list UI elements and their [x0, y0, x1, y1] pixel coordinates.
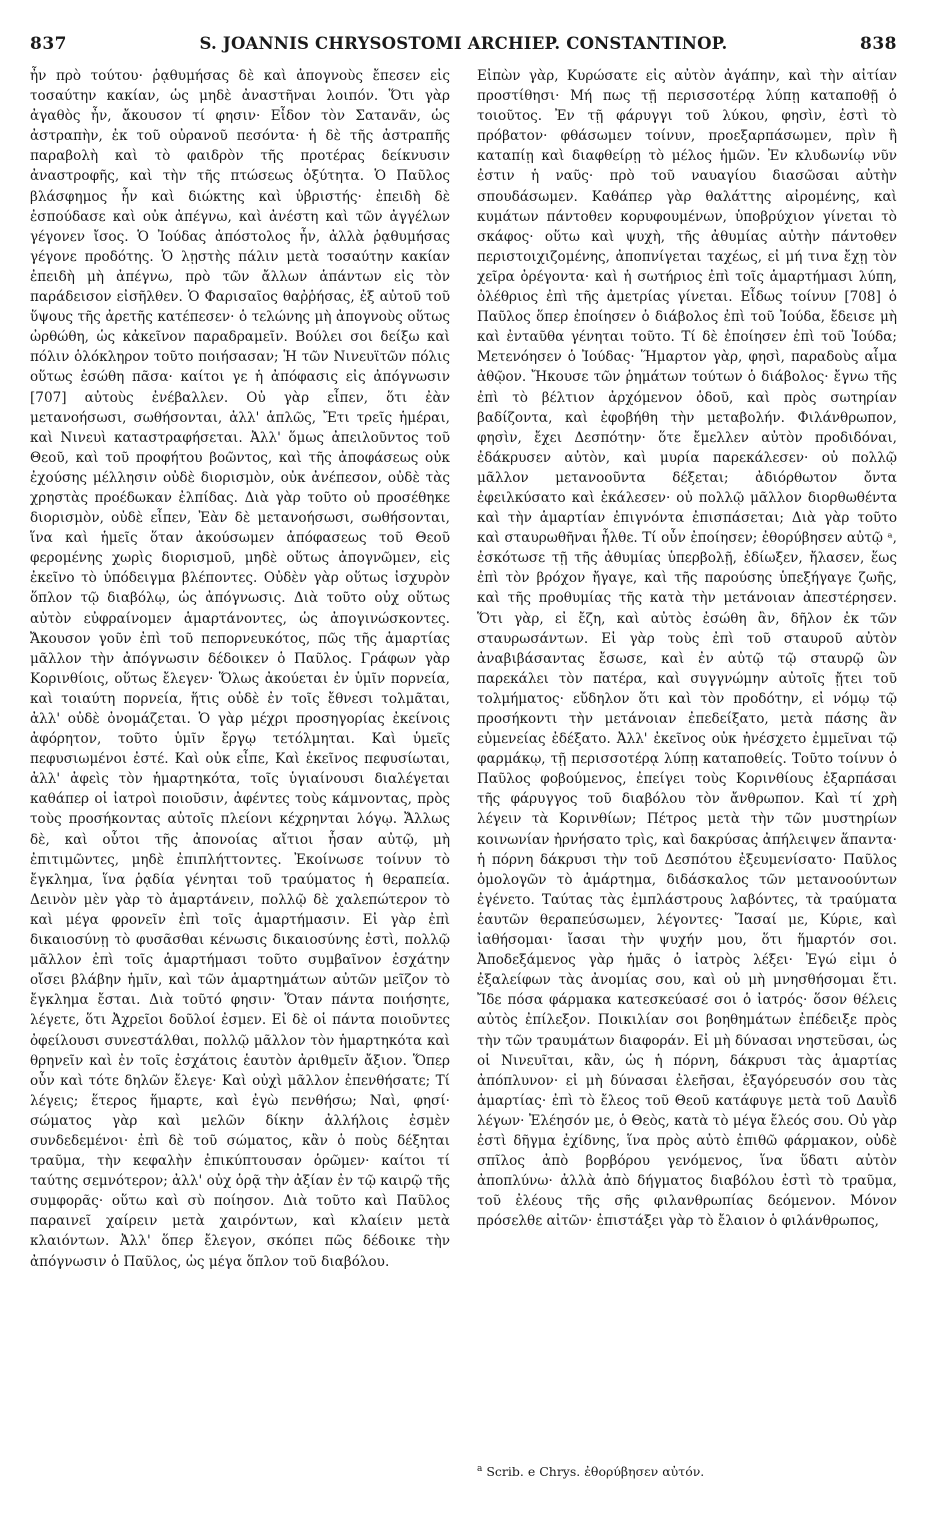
left-column-text: ἦν πρὸ τούτου· ῥᾳθυμήσας δὲ καὶ ἀπογνοὺς ἔπεσεν εἰς τοσαύτην κακίαν, ὡς μηδὲ ἀναστῆναι λοιπόν. Ὅτι γὰρ ἀγαθὸς ἦν, ἄκουσον τί φησιν· Εἶδον τὸν Σατανᾶν, ὡς ἀστραπὴν, ἐκ τοῦ οὐρανοῦ πεσόντα· ἡ δὲ τῆς ἀστραπῆς παραβολὴ καὶ τὸ φαιδρὸν τῆς προτέρας δείκνυσιν ἀναστροφῆς, καὶ τὴν τῆς πτώσεως ὀξύτητα. Ὁ Παῦλος βλάσφημος ἦν καὶ διώκτης καὶ ὑβριστής· ἐπειδὴ δὲ ἐσπούδασε καὶ οὐκ ἀπέγνω, καὶ ἀνέστη καὶ τῶν ἀγγέλων γέγονεν ἴσος. Ὁ Ἰούδας ἀπόστολος ἦν, ἀλλὰ ῥᾳθυμήσας γέγονε προδότης. Ὁ λῃστὴς πάλιν μετὰ τοσαύτην κακίαν ἐπειδὴ μὴ ἀπέγνω, πρὸ τῶν ἄλλων ἁπάντων εἰς τὸν παράδεισον εἰσῆλθεν. Ὁ Φαρισαῖος θαῤῥήσας, ἐξ αὐτοῦ τοῦ ὕψους τῆς ἀρετῆς κατέπεσεν· ὁ τελώνης μὴ ἀπογνοὺς οὕτως ὠρθώθη, ὡς κἀκεῖνον παραδραμεῖν. Βούλει σοι δείξω καὶ πόλιν ὁλόκληρον τοῦτο ποιήσασαν; Ἡ τῶν Νινευϊτῶν πόλις οὕτως ἐσώθη πᾶσα· καίτοι γε ἡ ἀπόφασις εἰς ἀπόγνωσιν [707] αὐτοὺς ἐνέβαλλεν. Οὐ γὰρ εἶπεν, ὅτι ἐὰν μετανοήσωσι, σωθήσονται, ἀλλ' ἁπλῶς, Ἔτι τρεῖς ἡμέραι, καὶ Νινευὶ καταστραφήσεται. Ἀλλ' ὅμως ἀπειλοῦντος τοῦ Θεοῦ, καὶ τοῦ προφήτου βοῶντος, καὶ τῆς ἀποφάσεως οὐκ ἐχούσης μέλλησιν οὐδὲ διορισμὸν, οὐκ ἀνέπεσον, οὐδὲ τὰς χρηστὰς προέδωκαν ἐλπίδας. Διὰ γὰρ τοῦτο οὐ προσέθηκε διορισμὸν, οὐδὲ εἶπεν, Ἐὰν δὲ μετανοήσωσι, σωθήσονται, ἵνα καὶ ἡμεῖς ὅταν ἀκούσωμεν ἀπόφασεως τοῦ Θεοῦ φερομένης χωρὶς διορισμοῦ, μηδὲ οὕτως ἀπογνῶμεν, εἰς ἐκεῖνο τὸ ὑπόδειγμα βλέποντες. Οὐδὲν γὰρ οὕτως ἰσχυρὸν ὅπλον τῷ διαβόλῳ, ὡς ἀπόγνωσις. Διὰ τοῦτο οὐχ οὕτως αὐτὸν εὐφραίνομεν ἁμαρτάνοντες, ὡς ἀπογινώσκοντες. Ἄκουσον γοῦν ἐπὶ τοῦ πεπορνευκότος, πῶς τῆς ἁμαρτίας μᾶλλον τὴν ἀπόγνωσιν δέδοικεν ὁ Παῦλος. Γράφων γὰρ Κορινθίοις, οὕτως ἔλεγεν· Ὅλως ἀκούεται ἐν ὑμῖν πορνεία, καὶ τοιαύτη πορνεία, ἥτις οὐδὲ ἐν τοῖς ἔθνεσι τολμᾶται, ἀλλ' οὐδὲ ὀνομάζεται. Ὁ γὰρ μέχρι προσηγορίας ἐκείνοις ἀφόρητον, τοῦτο ὑμῖν ἔργῳ τετόλμηται. Καὶ ὑμεῖς πεφυσιωμένοι ἐστέ. Καὶ οὐκ εἶπε, Καὶ ἐκεῖνος πεφυσίωται, ἀλλ' ἀφεὶς τὸν ἡμαρτηκότα, τοῖς ὑγιαίνουσι διαλέγεται καθάπερ οἱ ἰατροὶ ποιοῦσιν, ἀφέντες τοὺς κάμνοντας, πρὸς τοὺς προσήκοντας αὐτοῖς πλείονι κέχρηνται λόγῳ. Ἄλλως δὲ, καὶ οὗτοι τῆς ἀπονοίας αἴτιοι ἦσαν αὐτῷ, μὴ ἐπιτιμῶντες, μηδὲ ἐπιπλήττοντες. Ἐκοίνωσε τοίνυν τὸ ἔγκλημα, ἵνα ῥᾳδία γένηται τοῦ τραύματος ἡ θεραπεία. Δεινὸν μὲν γὰρ τὸ ἁμαρτάνειν, πολλῷ δὲ χαλεπώτερον τὸ καὶ μέγα φρονεῖν ἐπὶ τοῖς ἁμαρτήμασιν. Εἰ γὰρ ἐπὶ δικαιοσύνῃ τὸ φυσᾶσθαι κένωσις δικαιοσύνης ἐστὶ, πολλῷ μᾶλλον ἐπὶ τοῖς ἁμαρτήμασι τοῦτο συμβαῖνον ἐσχάτην οἴσει βλάβην ἡμῖν, καὶ τῶν ἁμαρτημάτων αὐτῶν μεῖζον τὸ ἔγκλημα ἔσται. Διὰ τοῦτό φησιν· Ὅταν πάντα ποιήσητε, λέγετε, ὅτι Ἀχρεῖοι δοῦλοί ἐσμεν. Εἰ δὲ οἱ πάντα ποιοῦντες ὀφείλουσι συνεστάλθαι, πολλῷ μᾶλλον τὸν ἡμαρτηκότα καὶ θρηνεῖν καὶ ἐν τοῖς ἐσχάτοις ἑαυτὸν ἀριθμεῖν ἄξιον. Ὅπερ οὖν καὶ τότε δηλῶν ἔλεγε· Καὶ οὐχὶ μᾶλλον ἐπενθήσατε; Τί λέγεις; ἕτερος ἥμαρτε, καὶ ἐγὼ πενθήσω; Ναὶ, φησί· σώματος γὰρ καὶ μελῶν δίκην ἀλλήλοις ἐσμὲν συνδεδεμένοι· ἐπὶ δὲ τοῦ σώματος, κἂν ὁ ποὺς δέξηται τραῦμα, τὴν κεφαλὴν ἐπικύπτουσαν ὁρῶμεν· καίτοι τί ταύτης σεμνότερον; ἀλλ' οὐχ ὁρᾷ τὴν ἀξίαν ἐν τῷ καιρῷ τῆς συμφορᾶς· οὕτω καὶ σὺ ποίησον. Διὰ τοῦτο καὶ Παῦλος παραινεῖ χαίρειν μετὰ χαιρόντων, καὶ κλαίειν μετὰ κλαιόντων. Ἀλλ' ὅπερ ἔλεγον, σκόπει πῶς δέδοικε τὴν ἀπόγνωσιν ὁ Παῦλος, ὡς μέγα ὅπλον τοῦ διαβόλου. [30, 68, 450, 1270]
footnote-text: Scrib. e Chrys. ἐθορύβησεν αὐτόν. [486, 1464, 705, 1480]
footnote-marker: a [477, 1464, 483, 1474]
running-title: S. JOANNIS CHRYSOSTOMI ARCHIEP. CONSTANTINOP. [199, 34, 728, 53]
running-header [30, 34, 897, 64]
right-column [477, 66, 897, 1231]
footnote [477, 1464, 897, 1479]
page-number-right: 838 [860, 34, 897, 54]
right-column-text: Εἰπὼν γὰρ, Κυρώσατε εἰς αὐτὸν ἀγάπην, καὶ τὴν αἰτίαν προστίθησι· Μή πως τῇ περισσοτέρᾳ λύπῃ καταποθῇ ὁ τοιοῦτος. Ἐν τῇ φάρυγγι τοῦ λύκου, φησὶν, ἐστὶ τὸ πρόβατον· φθάσωμεν τοίνυν, προεξαρπάσωμεν, πρὶν ἢ καταπίῃ καὶ διαφθείρῃ τὸ μέλος ἡμῶν. Ἐν κλυδωνίῳ νῦν ἐστιν ἡ ναῦς· πρὸ τοῦ ναυαγίου διασῶσαι αὐτὴν σπουδάσωμεν. Καθάπερ γὰρ θαλάττης αἰρομένης, καὶ κυμάτων πάντοθεν κορυφουμένων, ὑποβρύχιον γίνεται τὸ σκάφος· οὕτω καὶ ψυχὴ, τῆς ἀθυμίας αὐτὴν πάντοθεν περιστοιχιζομένης, ἀποπνίγεται ταχέως, εἰ μή τινα ἔχῃ τὸν χεῖρα ὀρέγοντα· καὶ ἡ σωτήριος ἐπὶ τοῖς ἁμαρτήμασι λύπη, ὀλέθριος ἐπὶ τῆς ἀμετρίας γίνεται. Εἶδως τοίνυν [708] ὁ Παῦλος ὅπερ ἐποίησεν ὁ διάβολος ἐπὶ τοῦ Ἰούδα, ἔδεισε μὴ καὶ ἐνταῦθα γένηται τοῦτο. Τί δὲ ἐποίησεν ἐπὶ τοῦ Ἰούδα; Μετενόησεν ὁ Ἰούδας· Ἥμαρτον γὰρ, φησὶ, παραδοὺς αἷμα ἀθῷον. Ἤκουσε τῶν ῥημάτων τούτων ὁ διάβολος· ἔγνω τῆς ἐπὶ τὸ βέλτιον ἀρχόμενον ὁδοῦ, καὶ πρὸς σωτηρίαν βαδίζοντα, καὶ ἐφοβήθη τὴν μεταβολήν. Φιλάνθρωπον, φησὶν, ἔχει Δεσπότην· ὅτε ἔμελλεν αὐτὸν προδιδόναι, ἐδάκρυσεν αὐτὸν, καὶ μυρία παρεκάλεσεν· οὐ πολλῷ μᾶλλον μετανοοῦντα δέξεται; ἀδιόρθωτον ὄντα ἐφειλκύσατο καὶ ἐκάλεσεν· οὐ πολλῷ μᾶλλον διορθωθέντα καὶ τὴν ἁμαρτίαν ἐπιγνόντα ἐπισπάσεται; Διὰ γὰρ τοῦτο καὶ σταυρωθῆναι ἦλθε. Τί οὖν ἐποίησεν; ἐθορύβησεν αὐτῷ ᵃ, ἐσκότωσε τῇ τῆς ἀθυμίας ὑπερβολῇ, ἐδίωξεν, ἤλασεν, ἕως ἐπὶ τὸν βρόχον ἤγαγε, καὶ τῆς παρούσης ὑπεξήγαγε ζωῆς, καὶ τῆς προθυμίας τῆς κατὰ τὴν μετάνοιαν ἀπεστέρησεν. Ὅτι γὰρ, εἰ ἔζη, καὶ αὐτὸς ἐσώθη ἂν, δῆλον ἐκ τῶν σταυρωσάντων. Εἰ γὰρ τοὺς ἐπὶ τοῦ σταυροῦ αὐτὸν ἀναβιβάσαντας ἔσωσε, καὶ ἐν αὐτῷ τῷ σταυρῷ ὢν παρεκάλει τὸν πατέρα, καὶ συγγνώμην αὐτοῖς ᾔτει τοῦ τολμήματος· εὔδηλον ὅτι καὶ τὸν προδότην, εἰ νόμῳ τῷ προσήκοντι τὴν μετάνοιαν ἐπεδείξατο, μετὰ πάσης ἂν εὐμενείας ἐδέξατο. Ἀλλ' ἐκεῖνος οὐκ ἠνέσχετο ἐμμεῖναι τῷ φαρμάκῳ, τῇ περισσοτέρᾳ λύπῃ καταποθείς. Τοῦτο τοίνυν ὁ Παῦλος φοβούμενος, ἐπείγει τοὺς Κορινθίους ἐξαρπάσαι τῆς φάρυγγος τοῦ διαβόλου τὸν ἄνθρωπον. Καὶ τί χρὴ λέγειν τὰ Κορινθίων; Πέτρος μετὰ τὴν τῶν μυστηρίων κοινωνίαν ἠρνήσατο τρὶς, καὶ δακρύσας ἀπήλειψεν ἅπαντα· ἡ πόρνη δάκρυσι τὴν τοῦ Δεσπότου ἐξευμενίσατο· Παῦλος ὁμολογῶν τὸ ἁμάρτημα, διδάσκαλος τῶν μετανοούντων ἐγένετο. Ταύτας τὰς ἐμπλάστρους λαβόντες, τὰ τραύματα ἑαυτῶν θεραπεύσωμεν, λέγοντες· Ἴασαί με, Κύριε, καὶ ἰαθήσομαι· ἴασαι τὴν ψυχήν μου, ὅτι ἥμαρτόν σοι. Ἀποδεξάμενος γὰρ ἡμᾶς ὁ ἰατρὸς λέξει· Ἐγώ εἰμι ὁ ἐξαλείφων τὰς ἀνομίας σου, καὶ οὐ μὴ μνησθήσομαι ἔτι. Ἴδε πόσα φάρμακα κατεσκεύασέ σοι ὁ ἰατρός· ὅσον θέλεις αὐτὸς ἐπίλεξον. Ποικιλίαν σοι βοηθημάτων ἐπέδειξε πρὸς τὴν τῶν τραυμάτων διαφοράν. Εἰ μὴ δύνασαι νηστεῦσαι, ὡς οἱ Νινευῖται, κἂν, ὡς ἡ πόρνη, δάκρυσι τὰς ἁμαρτίας ἀπόπλυνον· εἰ μὴ δύνασαι ἐλεῆσαι, ἐξαγόρευσόν σου τὰς ἁμαρτίας· ἐπὶ τὸ ἔλεος τοῦ Θεοῦ κατάφυγε μετὰ τοῦ Δαυῒδ λέγων· Ἐλέησόν με, ὁ Θεὸς, κατὰ τὸ μέγα ἔλεός σου. Οὐ γὰρ ἐστὶ δῆγμα ἐχίδνης, ἵνα πρὸς αὐτὸ ἐπιθῶ φάρμακον, οὐδὲ σπῖλος ἀπὸ βορβόρου γενόμενος, ἵνα ὕδατι αὐτὸν ἀποπλύνω· ἀλλὰ ἀπὸ δήγματος διαβόλου ἐστὶ τὸ τραῦμα, τοῦ ἐλέους τῆς σῆς φιλανθρωπίας δεόμενον. Μόνον πρόσελθε αἰτῶν· ἐπιστάξει γὰρ τὸ ἔλαιον ὁ φιλάνθρωπος, [477, 68, 897, 1230]
page-number-left: 837 [30, 34, 67, 54]
left-column [30, 66, 450, 1272]
